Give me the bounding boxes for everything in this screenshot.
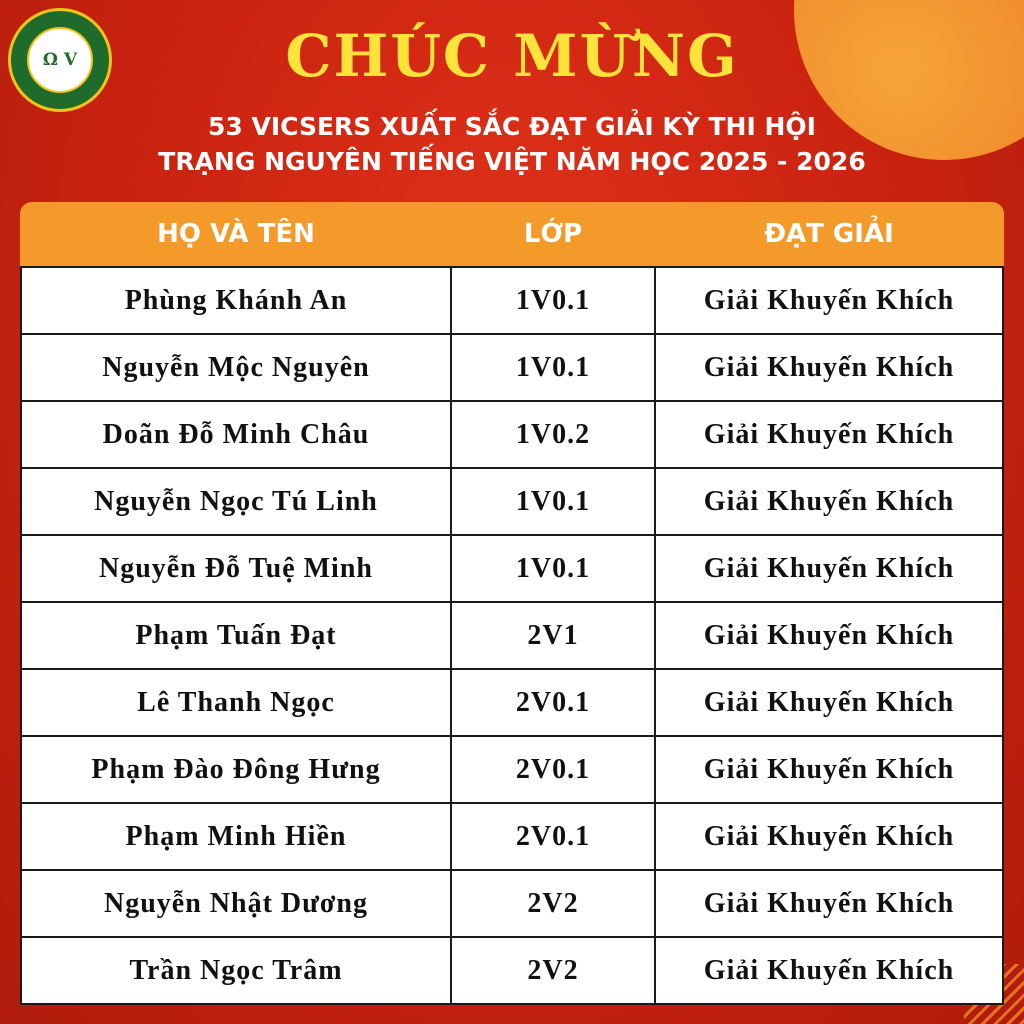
award-cell: Giải Khuyến Khích (703, 284, 955, 316)
table-row (22, 467, 1002, 534)
award-cell: Giải Khuyến Khích (703, 686, 955, 718)
student-name-cell: Phạm Minh Hiền (22, 804, 452, 869)
student-name-cell: Trần Ngọc Trâm (22, 938, 452, 1003)
class-cell: 2V0.1 (452, 670, 656, 735)
table-row (22, 735, 1002, 802)
student-name-cell: Phạm Đào Đông Hưng (22, 737, 452, 802)
award-cell: Giải Khuyến Khích (703, 619, 955, 651)
student-name-cell: Phùng Khánh An (22, 268, 452, 333)
student-name-cell: Doãn Đỗ Minh Châu (22, 402, 452, 467)
class-cell: 2V2 (452, 871, 656, 936)
page-title: CHÚC MỪNG (285, 22, 739, 90)
class-cell: 1V0.2 (452, 402, 656, 467)
class-cell: 2V1 (452, 603, 656, 668)
student-name-cell: Nguyễn Đỗ Tuệ Minh (22, 536, 452, 601)
class-cell: 1V0.1 (452, 268, 656, 333)
table-row (22, 869, 1002, 936)
column-header-award: ĐẠT GIẢI (764, 219, 894, 249)
class-cell: 2V2 (452, 938, 656, 1003)
column-header-name: HỌ VÀ TÊN (157, 219, 315, 249)
class-cell: 1V0.1 (452, 335, 656, 400)
results-table (20, 202, 1004, 1005)
table-row (22, 936, 1002, 1003)
award-cell: Giải Khuyến Khích (703, 485, 955, 517)
table-row (22, 266, 1002, 333)
table-row (22, 802, 1002, 869)
student-name-cell: Lê Thanh Ngọc (22, 670, 452, 735)
subtitle-line-2: TRẠNG NGUYÊN TIẾNG VIỆT NĂM HỌC 2025 - 2026 (158, 147, 866, 176)
award-cell: Giải Khuyến Khích (703, 418, 955, 450)
student-name-cell: Phạm Tuấn Đạt (22, 603, 452, 668)
award-cell: Giải Khuyến Khích (703, 887, 955, 919)
award-cell: Giải Khuyến Khích (703, 753, 955, 785)
table-row (22, 333, 1002, 400)
table-header-row (20, 202, 1004, 266)
table-row (22, 400, 1002, 467)
table-body (20, 266, 1004, 1005)
class-cell: 2V0.1 (452, 737, 656, 802)
award-cell: Giải Khuyến Khích (703, 820, 955, 852)
student-name-cell: Nguyễn Nhật Dương (22, 871, 452, 936)
logo-mark: Ω V (42, 50, 78, 70)
column-header-class: LỚP (523, 219, 583, 249)
student-name-cell: Nguyễn Mộc Nguyên (22, 335, 452, 400)
table-row (22, 601, 1002, 668)
student-name-cell: Nguyễn Ngọc Tú Linh (22, 469, 452, 534)
table-row (22, 534, 1002, 601)
class-cell: 1V0.1 (452, 536, 656, 601)
class-cell: 2V0.1 (452, 804, 656, 869)
table-row (22, 668, 1002, 735)
award-cell: Giải Khuyến Khích (703, 954, 955, 986)
award-cell: Giải Khuyến Khích (703, 351, 955, 383)
award-cell: Giải Khuyến Khích (703, 552, 955, 584)
subtitle-line-1: 53 VICSERS XUẤT SẮC ĐẠT GIẢI KỲ THI HỘI (208, 112, 816, 141)
class-cell: 1V0.1 (452, 469, 656, 534)
